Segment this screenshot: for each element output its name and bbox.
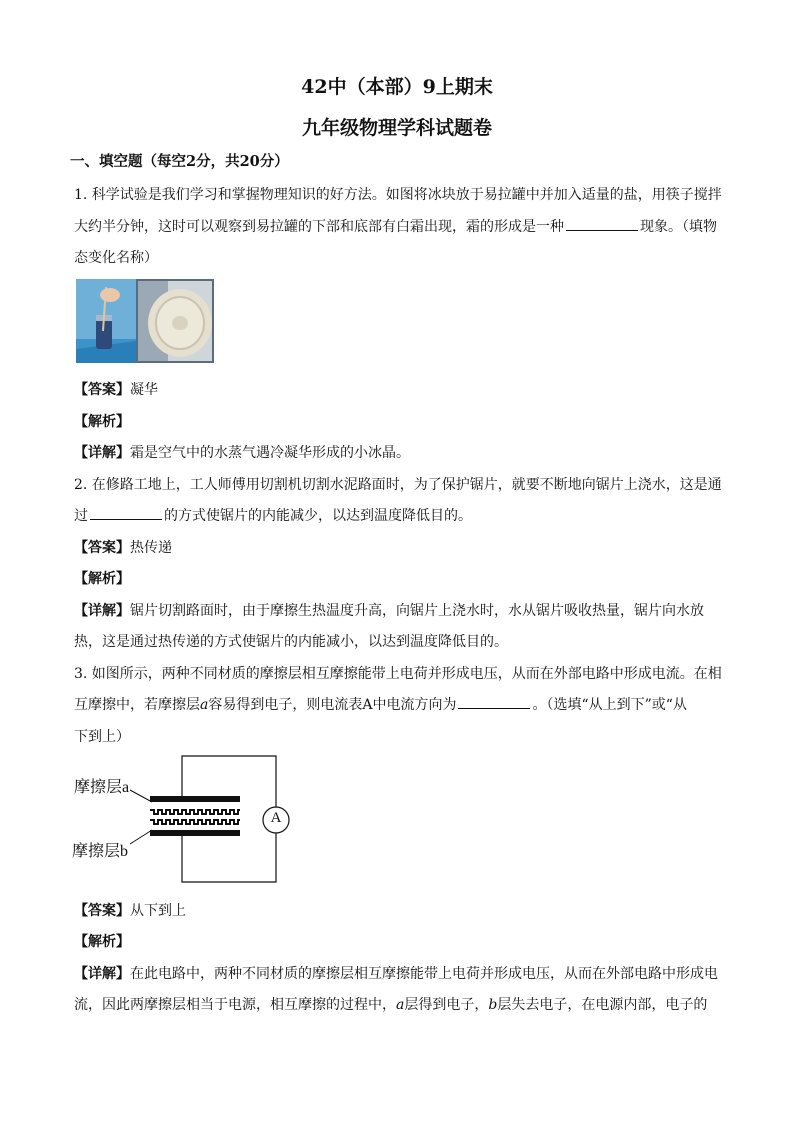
q2-line2: 过 的方式使锯片的内能减少，以达到温度降低目的。 xyxy=(74,505,472,525)
q3-detail-line1: 【详解】在此电路中，两种不同材质的摩擦层相互摩擦能带上电荷并形成电压，从而在外部电路中形成电 xyxy=(74,966,718,982)
q2-detail-line2: 热，这是通过热传递的方式使锯片的内能减小，以达到温度降低目的。 xyxy=(74,634,508,650)
q2-answer-blank xyxy=(90,505,162,520)
q3-line2: 互摩擦中，若摩擦层a容易得到电子，则电流表A中电流方向为 。（选填“从上到下”或“从 xyxy=(74,694,687,714)
friction-layer-a-label: 摩擦层a xyxy=(74,779,130,796)
section-heading: 一、填空题（每空2分，共20分） xyxy=(70,153,289,170)
q2-detail-line1: 【详解】锯片切割路面时，由于摩擦生热温度升高，向锯片上浇水时，水从锯片吸收热量，锯片向水放 xyxy=(74,603,704,619)
q2-answer: 【答案】热传递 xyxy=(74,540,172,556)
q1-line3: 态变化名称） xyxy=(74,250,158,266)
page-title: 42中（本部）9上期末 xyxy=(301,76,493,98)
q2-analysis-tag: 【解析】 xyxy=(74,571,130,587)
friction-circuit-diagram xyxy=(70,752,290,888)
q1-analysis-tag: 【解析】 xyxy=(74,414,130,430)
friction-layer-b-label: 摩擦层b xyxy=(72,843,129,860)
q3-answer: 【答案】从下到上 xyxy=(74,903,186,919)
q3-line1: 3. 如图所示，两种不同材质的摩擦层相互摩擦能带上电荷并形成电压，从而在外部电路中形成电流。在相 xyxy=(74,666,722,682)
q3-line3: 下到上） xyxy=(74,729,130,745)
page-subtitle: 九年级物理学科试题卷 xyxy=(301,117,492,139)
q1-answer: 【答案】凝华 xyxy=(74,382,158,398)
q1-answer-blank xyxy=(566,216,638,231)
q1-detail: 【详解】霜是空气中的水蒸气遇冷凝华形成的小冰晶。 xyxy=(74,445,410,461)
ammeter-label: A xyxy=(270,810,282,826)
ice-can-photo xyxy=(76,279,214,363)
q3-detail-line2: 流，因此两摩擦层相当于电源，相互摩擦的过程中，a层得到电子，b层失去电子，在电源内部，电子的 xyxy=(74,997,708,1013)
q3-answer-blank xyxy=(458,694,530,709)
q2-line1: 2. 在修路工地上，工人师傅用切割机切割水泥路面时，为了保护锯片，就要不断地向锯片上浇水，这是通 xyxy=(74,477,722,493)
q1-line1: 1. 科学试验是我们学习和掌握物理知识的好方法。如图将冰块放于易拉罐中并加入适量的盐，用筷子搅拌 xyxy=(74,187,722,203)
q3-analysis-tag: 【解析】 xyxy=(74,934,130,950)
q1-line2: 大约半分钟，这时可以观察到易拉罐的下部和底部有白霜出现，霜的形成是一种 现象。（填物 xyxy=(74,216,717,236)
